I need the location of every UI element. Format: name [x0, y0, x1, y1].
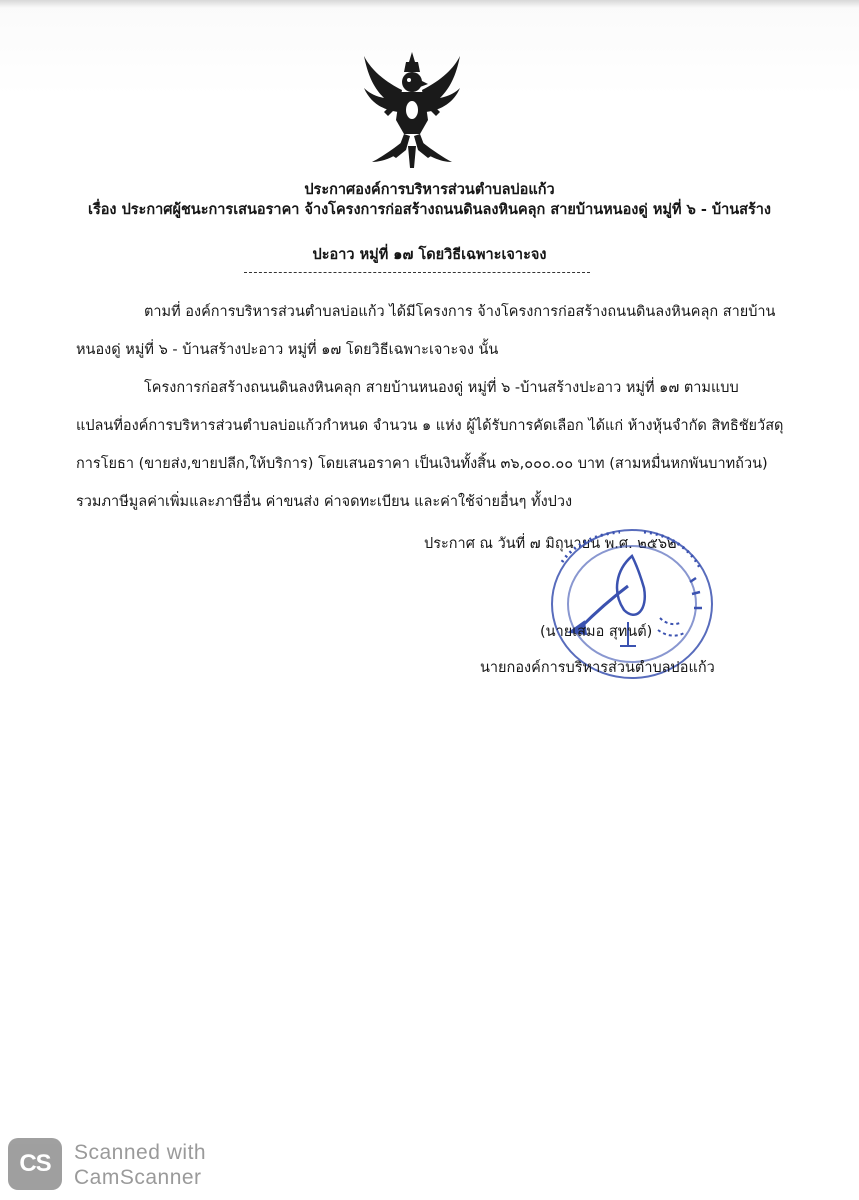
paragraph-1-line-1: ตามที่ องค์การบริหารส่วนตำบลบ่อแก้ว ได้มีโครงการ จ้างโครงการก่อสร้างถนนดินลงหินคลุก สายบ้าน — [144, 304, 776, 320]
announce-date: ประกาศ ณ วันที่ ๗ มิถุนายน พ.ศ. ๒๕๖๒ — [424, 536, 677, 552]
camscanner-watermark — [74, 1140, 274, 1190]
document-title: ประกาศองค์การบริหารส่วนตำบลบ่อแก้ว — [304, 182, 555, 198]
signer-position: นายกองค์การบริหารส่วนตำบลบ่อแก้ว — [480, 660, 715, 676]
watermark-line-1: Scanned with — [74, 1141, 207, 1164]
camscanner-logo-text: CS — [19, 1150, 51, 1177]
signer-name: (นายเสมอ สุทนต์) — [540, 624, 653, 640]
subject-line-2: ปะอาว หมู่ที่ ๑๗ โดยวิธีเฉพาะเจาะจง — [312, 247, 547, 263]
paragraph-1-line-2: หนองดู่ หมู่ที่ ๖ - บ้านสร้างปะอาว หมู่ที่ ๑๗ โดยวิธีเฉพาะเจาะจง นั้น — [76, 342, 499, 358]
paragraph-2-line-1: โครงการก่อสร้างถนนดินลงหินคลุก สายบ้านหนองดู่ หมู่ที่ ๖ -บ้านสร้างปะอาว หมู่ที่ ๑๗ ตามแบบ — [144, 380, 739, 396]
garuda-emblem-icon — [362, 50, 462, 174]
watermark-line-2: CamScanner — [74, 1166, 202, 1189]
paragraph-2-line-2: แปลนที่องค์การบริหารส่วนตำบลบ่อแก้วกำหนด จำนวน ๑ แห่ง ผู้ได้รับการคัดเลือก ได้แก่ ห้างหุ้นจำกัด สิทธิชัยวัสดุ — [76, 418, 784, 434]
subject-line-1: เรื่อง ประกาศผู้ชนะการเสนอราคา จ้างโครงการก่อสร้างถนนดินลงหินคลุก สายบ้านหนองดู่ หมู่ที่ ๖ - บ้านสร้าง — [87, 202, 772, 218]
paragraph-2-line-3: การโยธา (ขายส่ง,ขายปลีก,ให้บริการ) โดยเสนอราคา เป็นเงินทั้งสิ้น ๓๖,๐๐๐.๐๐ บาท (สามหมื่นหกพันบาทถ้วน) — [76, 456, 768, 472]
paragraph-2-line-4: รวมภาษีมูลค่าเพิ่มและภาษีอื่น ค่าขนส่ง ค่าจดทะเบียน และค่าใช้จ่ายอื่นๆ ทั้งปวง — [76, 494, 573, 510]
scan-edge — [0, 0, 859, 8]
title-divider — [244, 272, 590, 273]
camscanner-logo — [8, 1138, 62, 1190]
